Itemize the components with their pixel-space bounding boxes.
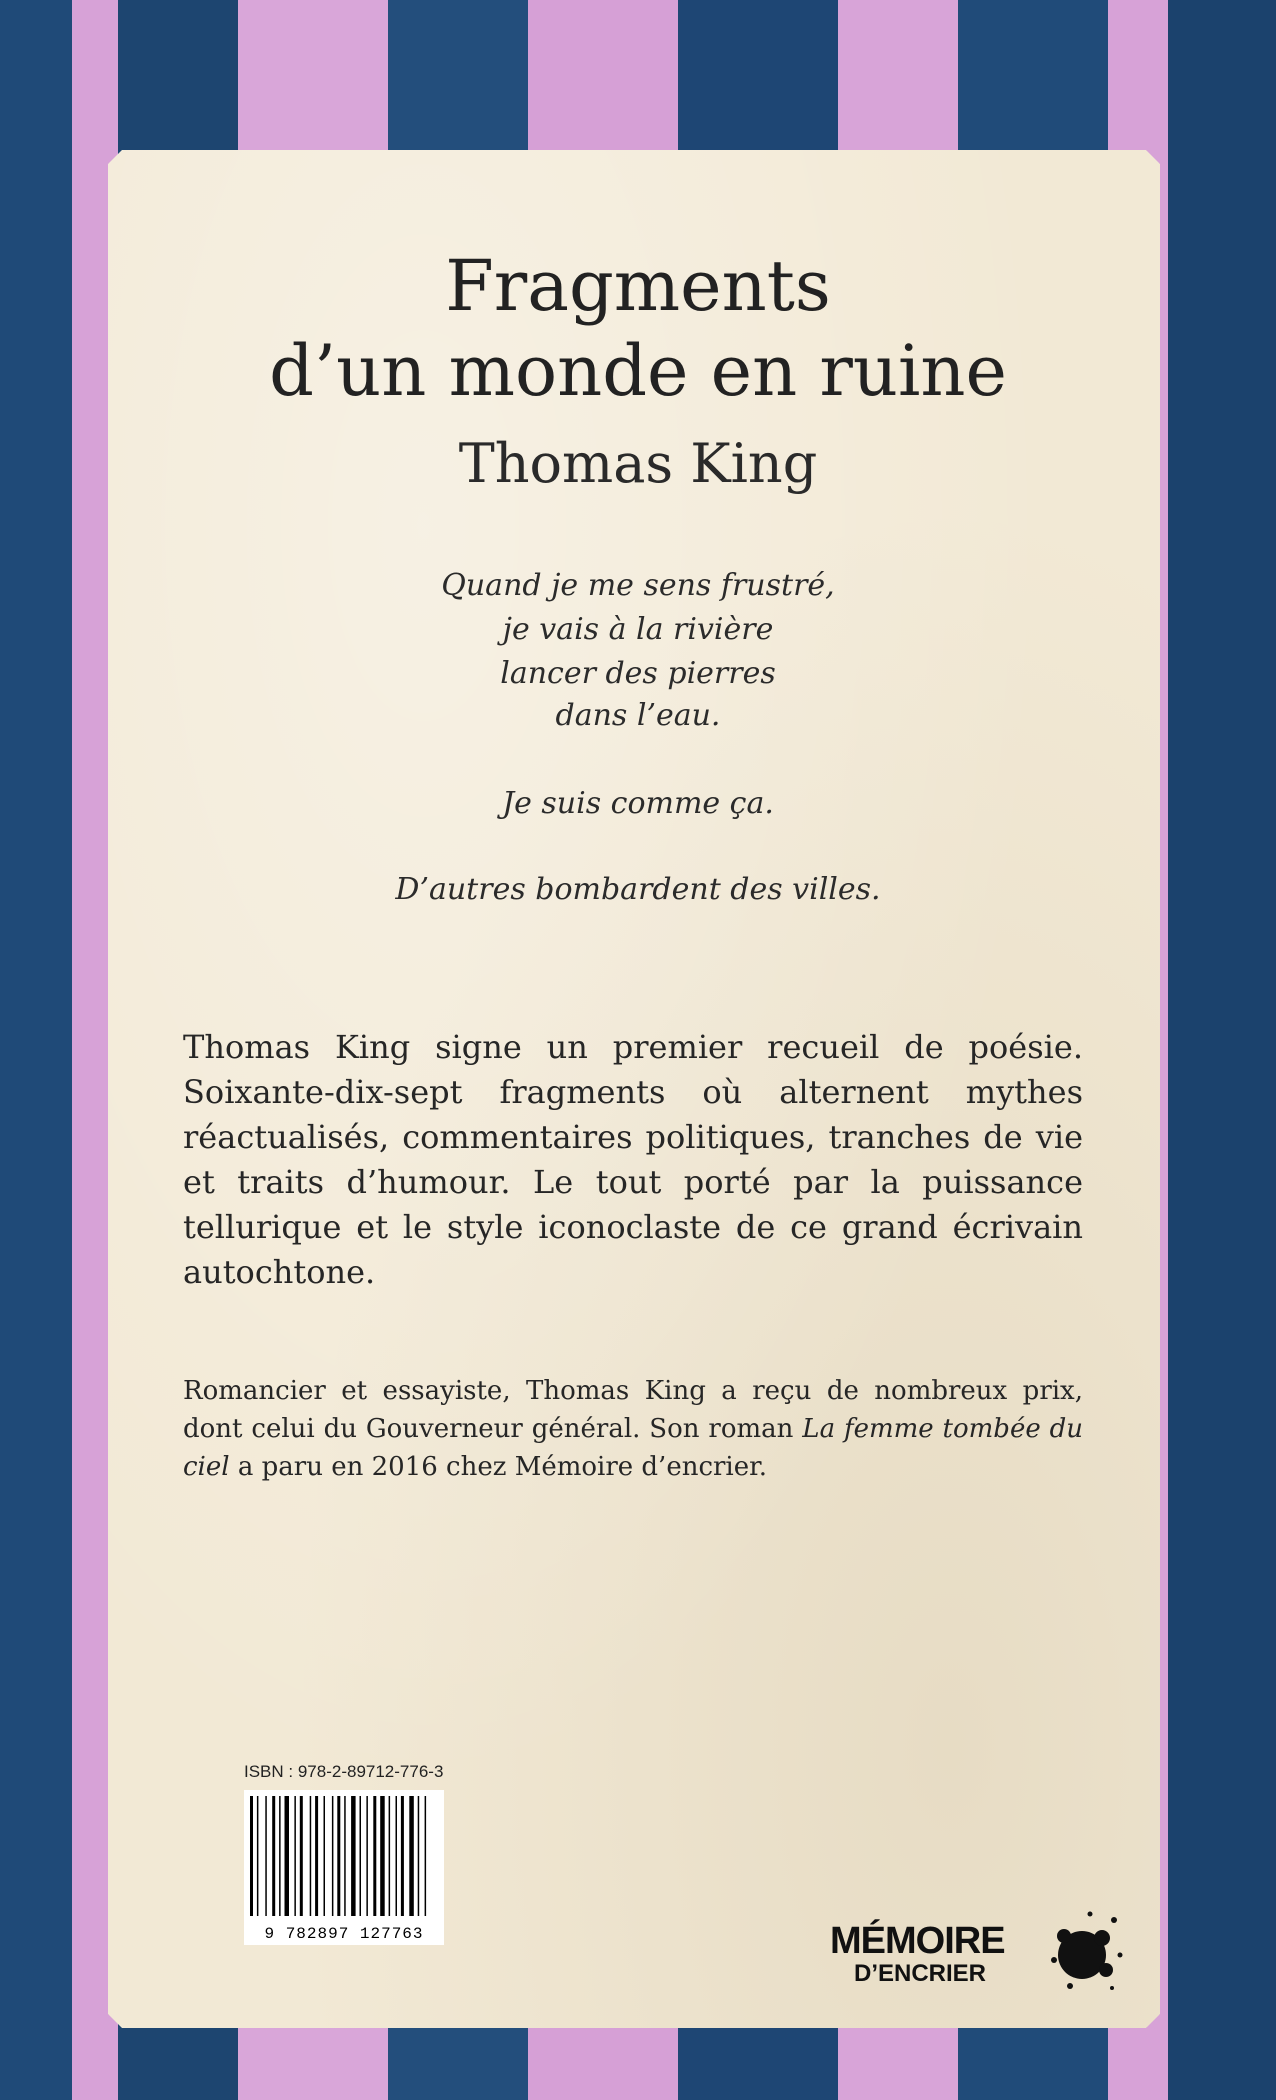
barcode-bar: [409, 1796, 414, 1916]
publisher-name: MÉMOIRE: [830, 1920, 1005, 1962]
barcode-bar: [324, 1796, 326, 1916]
barcode-bar: [396, 1796, 398, 1916]
author-name: Thomas King: [458, 432, 818, 495]
barcode-bar: [272, 1796, 275, 1916]
barcode-bar: [380, 1796, 385, 1916]
poem-line: Je suis comme ça.: [502, 786, 774, 821]
barcode-bar: [425, 1796, 427, 1916]
barcode-bar: [351, 1796, 356, 1916]
barcode-bar: [373, 1796, 376, 1916]
isbn-label: ISBN : 978-2-89712-776-3: [244, 1762, 444, 1781]
publisher-subname: D’ENCRIER: [854, 1960, 987, 1987]
barcode-bar: [285, 1796, 290, 1916]
poem-line: D’autres bombardent des villes.: [395, 872, 881, 907]
barcode-bar: [279, 1796, 281, 1916]
barcode-bar: [360, 1796, 362, 1916]
author-bio: [183, 1372, 1083, 1486]
barcode-bar: [401, 1796, 404, 1916]
barcode-bar: [366, 1796, 368, 1916]
bio-text: a paru en 2016 chez Mémoire d’encrier.: [229, 1452, 767, 1482]
barcode-bar: [418, 1796, 420, 1916]
book-title-line-2: d’un monde en ruine: [269, 330, 1007, 412]
barcode-bar: [310, 1796, 312, 1916]
barcode-bar: [265, 1796, 267, 1916]
bio-text: Romancier et essayiste, Thomas King a reçu de nombreux prix, dont celui du Gouverneur général. Son roman: [183, 1376, 1083, 1444]
barcode-digits: 9 782897 127763: [244, 1925, 444, 1943]
barcode-bar: [250, 1796, 253, 1916]
book-description: Thomas King signe un premier recueil de poésie. Soixante-dix-sept fragments où alternent mythes réactualisés, commentaires politiques, tranches de vie et traits d’humour. Le tout porté par la puissance tellurique et le style iconoclaste de ce grand écrivain autochtone.: [183, 1028, 1083, 1291]
ink-splash-icon: [1040, 1900, 1130, 2000]
barcode-bars: [244, 1796, 444, 1926]
barcode-bar: [337, 1796, 340, 1916]
barcode-bar: [389, 1796, 391, 1916]
barcode-bar: [315, 1796, 318, 1916]
barcode: [244, 1790, 444, 1945]
barcode-bar: [257, 1796, 259, 1916]
poem-line: je vais à la rivière: [502, 612, 774, 647]
barcode-bar: [300, 1796, 303, 1916]
book-title-line-1: Fragments: [445, 245, 831, 327]
poem-line: lancer des pierres: [500, 656, 776, 691]
barcode-bar: [294, 1796, 296, 1916]
barcode-bar: [344, 1796, 346, 1916]
poem-line: dans l’eau.: [555, 698, 721, 733]
bio-book-title: La femme tombée du ciel: [183, 1414, 1084, 1482]
poem-line: Quand je me sens frustré,: [441, 568, 835, 603]
barcode-bar: [332, 1796, 334, 1916]
